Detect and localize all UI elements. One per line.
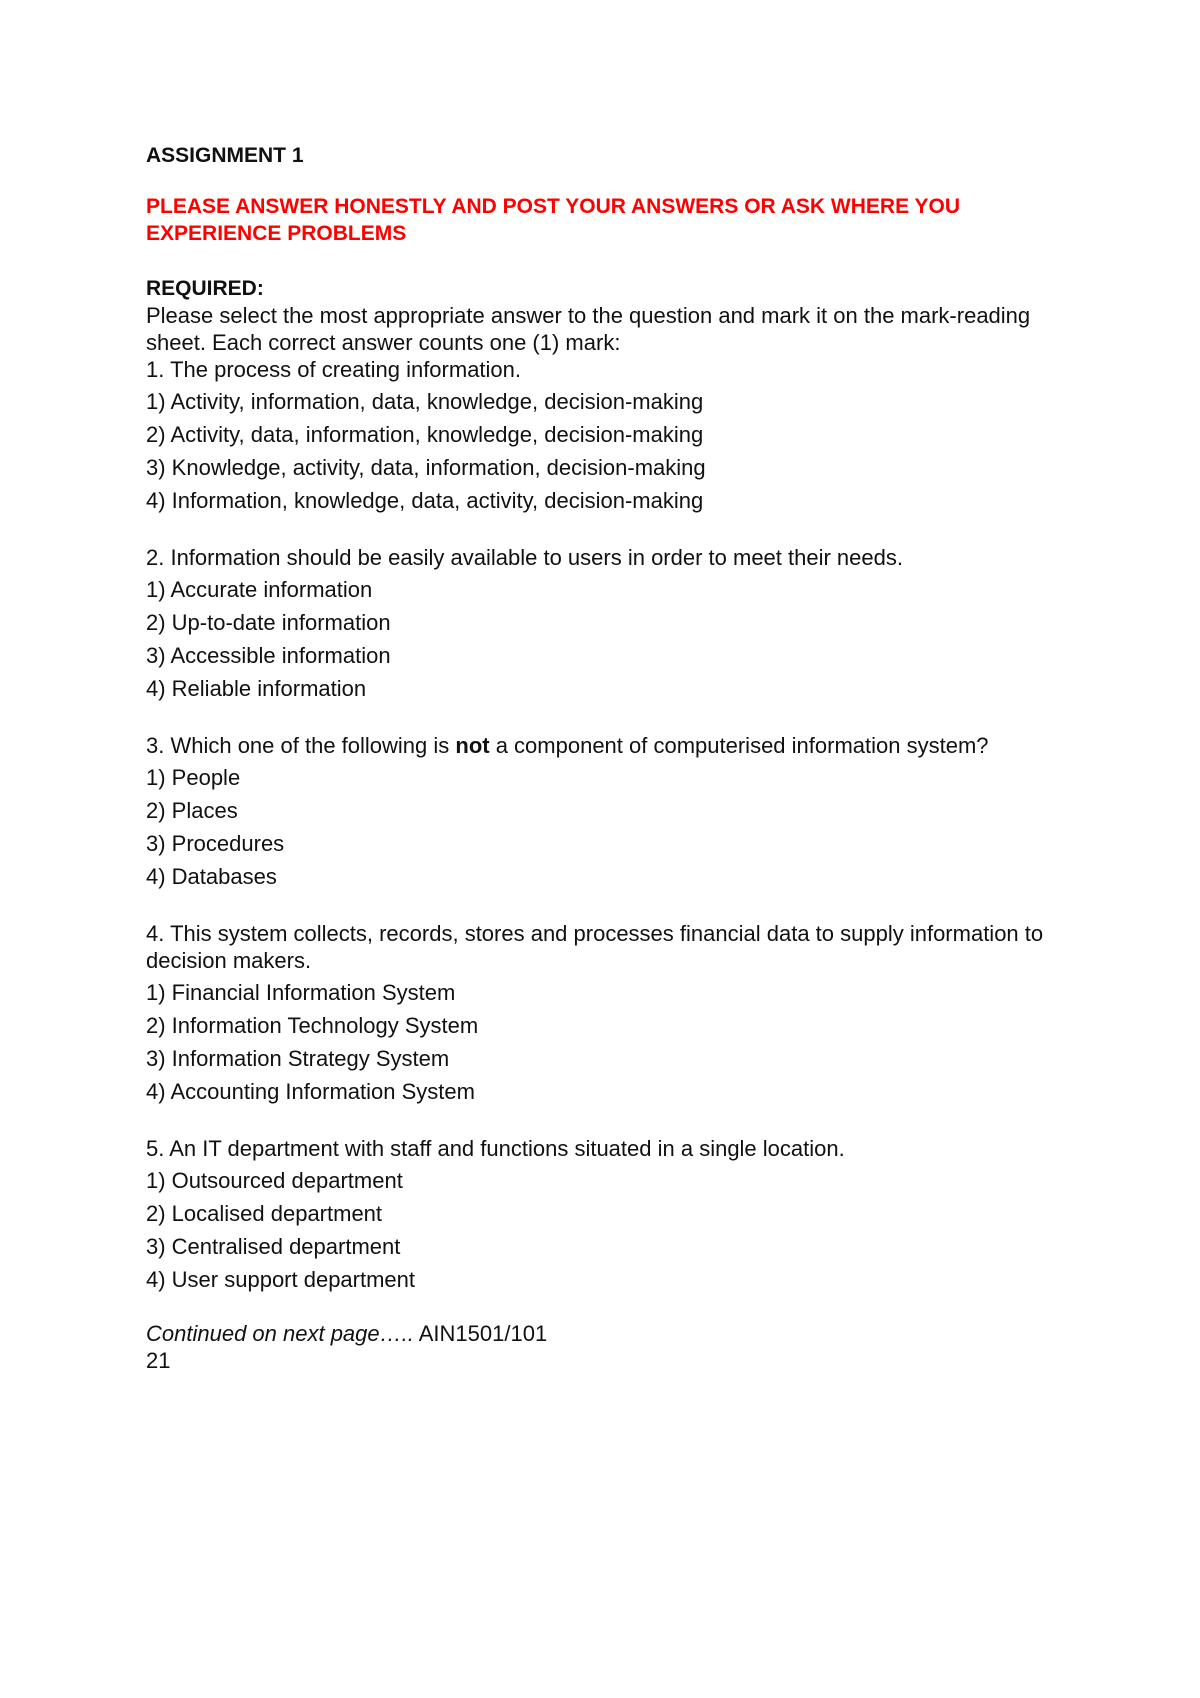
question-text: [146, 1135, 1076, 1162]
answer-option: 1) People: [146, 765, 241, 790]
answer-options: [146, 573, 1076, 705]
answer-options: [146, 1164, 1076, 1296]
question-block: [146, 920, 1076, 1108]
question-text: [146, 732, 1076, 759]
answer-option: 3) Accessible information: [146, 643, 391, 668]
answer-option: 2) Up-to-date information: [146, 610, 391, 635]
question-block: [146, 544, 1076, 705]
answer-options: [146, 385, 1076, 517]
answer-option: 1) Activity, information, data, knowledge, decision-making: [146, 389, 704, 414]
answer-option: 2) Activity, data, information, knowledge, decision-making: [146, 422, 704, 447]
question-block: [146, 1135, 1076, 1296]
answer-option: 4) User support department: [146, 1267, 416, 1292]
answer-option: 4) Accounting Information System: [146, 1079, 475, 1104]
answer-option: 1) Outsourced department: [146, 1168, 403, 1193]
question-emphasis: not: [455, 733, 490, 758]
question-suffix: a component of computerised information system?: [489, 733, 989, 758]
answer-option: 3) Procedures: [146, 831, 285, 856]
question-text: [146, 920, 1076, 974]
question-block: [146, 732, 1076, 893]
question-block: [146, 356, 1076, 517]
question-text: [146, 544, 1076, 571]
answer-options: [146, 761, 1076, 893]
answer-option: 2) Information Technology System: [146, 1013, 479, 1038]
assignment-title: ASSIGNMENT 1: [146, 144, 304, 167]
answer-option: 3) Knowledge, activity, data, information, decision-making: [146, 455, 706, 480]
answer-option: 3) Information Strategy System: [146, 1046, 450, 1071]
question-prefix: 2. Information should be easily available to users in order to meet their needs.: [146, 545, 903, 570]
course-code: AIN1501/101: [413, 1321, 548, 1346]
answer-option: 4) Databases: [146, 864, 277, 889]
question-prefix: 5. An IT department with staff and functions situated in a single location.: [146, 1136, 845, 1161]
answer-option: 4) Reliable information: [146, 676, 367, 701]
questions-list: [146, 356, 1076, 1296]
page-number: 21: [146, 1348, 171, 1373]
answer-option: 4) Information, knowledge, data, activity, decision-making: [146, 488, 704, 513]
required-label: REQUIRED:: [146, 277, 264, 300]
answer-options: [146, 976, 1076, 1108]
question-prefix: 1. The process of creating information.: [146, 357, 522, 382]
page-footer: [146, 1320, 1076, 1347]
answer-option: 3) Centralised department: [146, 1234, 401, 1259]
question-prefix: 4. This system collects, records, stores and processes financial data to supply information to decision makers.: [146, 921, 1044, 973]
continued-note: Continued on next page…..: [146, 1321, 414, 1346]
document-page: [146, 143, 1076, 1374]
warning-notice: PLEASE ANSWER HONESTLY AND POST YOUR ANSWERS OR ASK WHERE YOU EXPERIENCE PROBLEMS: [146, 195, 961, 245]
answer-option: 2) Places: [146, 798, 238, 823]
answer-option: 2) Localised department: [146, 1201, 383, 1226]
answer-option: 1) Financial Information System: [146, 980, 456, 1005]
question-text: [146, 356, 1076, 383]
instructions-text: Please select the most appropriate answer to the question and mark it on the mark-reading sheet. Each correct answer counts one (1) mark:: [146, 303, 1031, 355]
question-prefix: 3. Which one of the following is: [146, 733, 456, 758]
answer-option: 1) Accurate information: [146, 577, 373, 602]
